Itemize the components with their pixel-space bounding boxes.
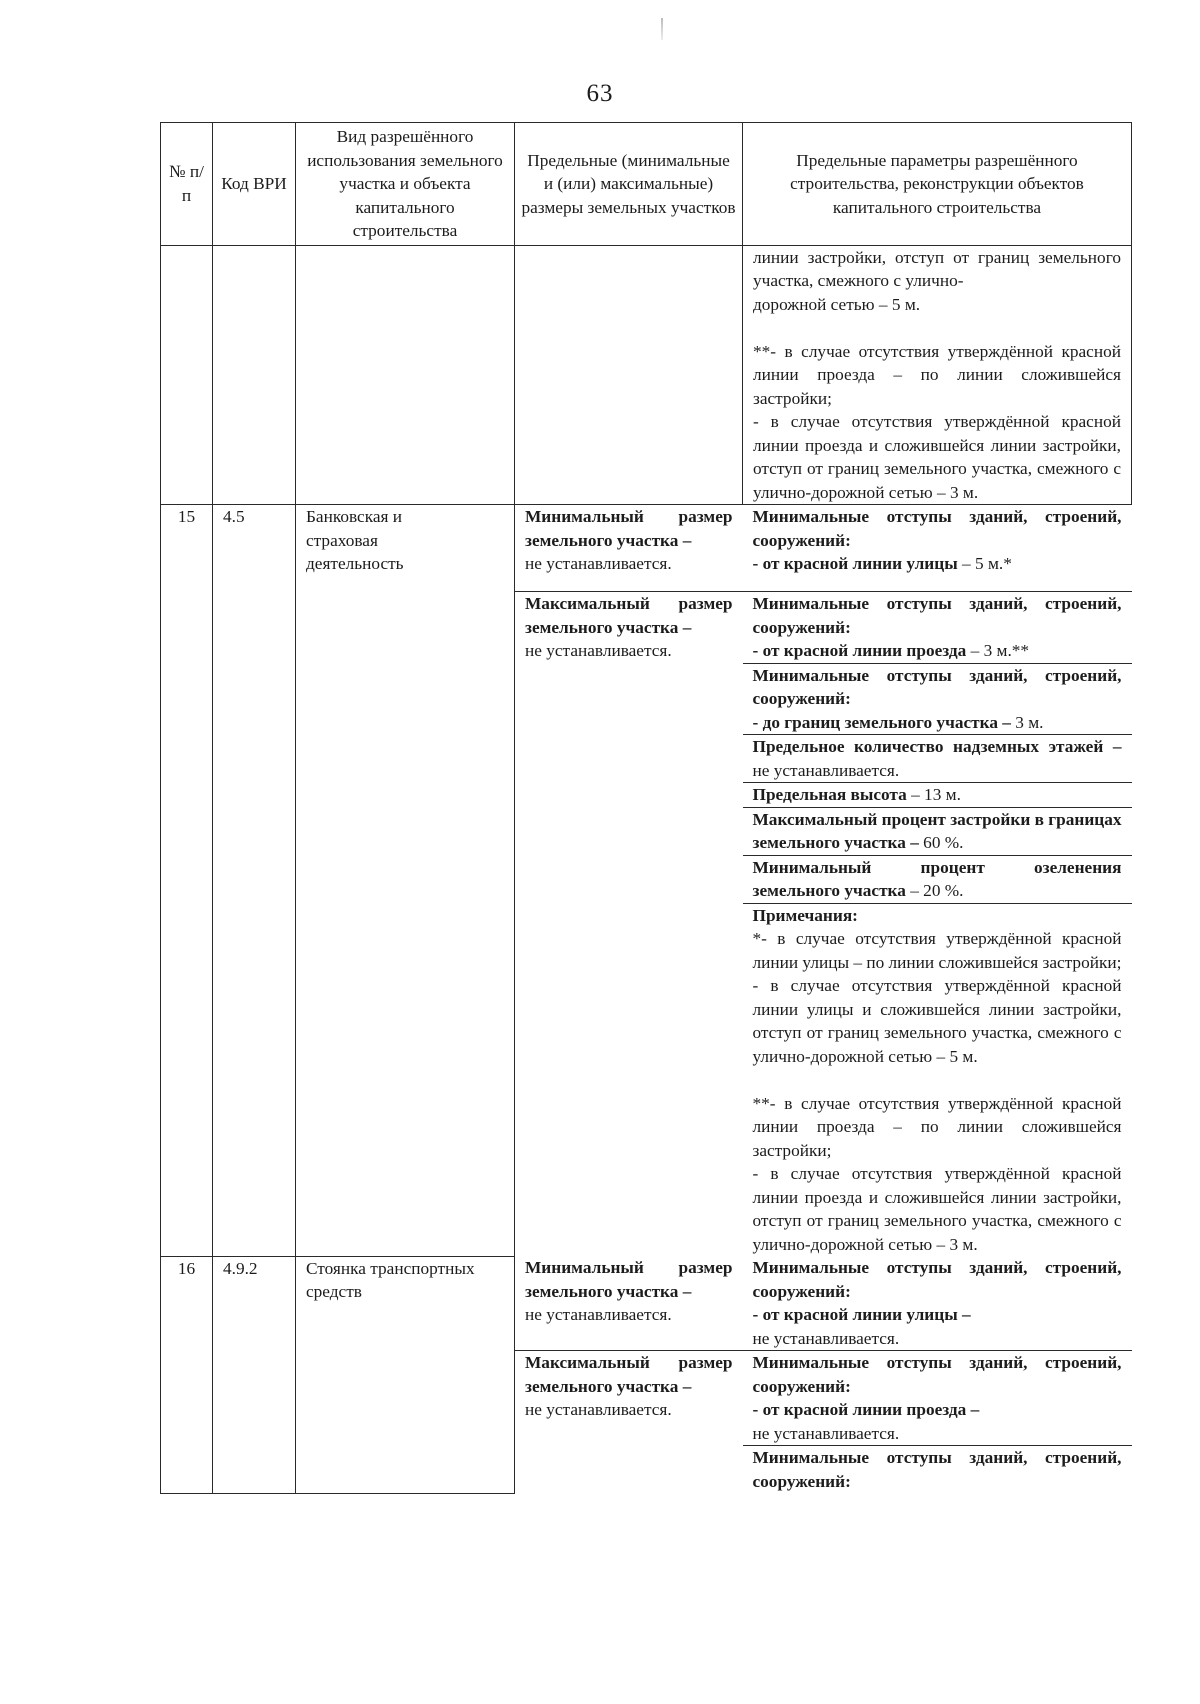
page-number: 63 [586,80,614,107]
cell-limits-empty [515,245,743,505]
table-header-row [161,123,1132,246]
row15-p1-label: Минимальные отступы зданий, строений, сооружений: [752,507,1122,550]
header-limits: Предельные (минимальные и (или) максимальные) размеры земельных участков [515,123,743,246]
row15-p4-value: не устанавливается. [752,760,900,780]
header-kind: Вид разрешённого использования земельного участка и объекта капитального строительства [296,123,515,246]
row15-code: 4.5 [213,505,296,1257]
row15-num: 15 [161,505,213,1257]
row15-p6-value: 60 %. [918,833,964,852]
row15-p7-value: – 20 %. [905,881,964,900]
row15-params [743,505,1132,1257]
row15-p2-item: - от красной линии проезда [752,641,967,660]
row15-limits [515,505,743,1257]
row16-num: 16 [161,1256,213,1493]
table-row-15 [161,505,1132,1257]
row15-p2-value: – 3 м.** [966,641,1030,660]
row15-p1-value: – 5 м.* [957,554,1012,573]
row15-p3-label: Минимальные отступы зданий, строений, сооружений: [752,665,1122,708]
row16-p2-label: Минимальные отступы зданий, строений, сооружений: [752,1353,1122,1396]
header-num: № п/п [161,123,213,246]
row16-kind: Стоянка транспортных средств [296,1256,515,1493]
row16-p3-label: Минимальные отступы зданий, строений, сооружений: [752,1448,1122,1491]
row15-p5-label: Предельная высота [752,785,907,804]
cell-kind-empty [296,245,515,505]
row16-p1-item: - от красной линии улицы – [752,1305,971,1324]
row16-params [743,1256,1132,1493]
row15-notes-title: Примечания: [752,905,858,925]
row16-max-size-label: Максимальный размер земельного участка – [525,1353,733,1396]
cell-code-empty [213,245,296,505]
header-params: Предельные параметры разрешённого строительства, реконструкции объектов капитального строительства [743,123,1132,246]
row15-p3-item: - до границ земельного участка – [752,712,1011,732]
row16-min-size-value: не устанавливается. [525,1305,672,1324]
row16-limits [515,1256,743,1493]
continuation-line: линии застройки, отступ от границ земельного участка, смежного с улично- [753,247,1121,290]
note-2b: - в случае отсутствия утверждённой красной линии проезда и сложившейся линии застройки, отступ от границ земельного участка, смежного с улично-дорожной сетью – 3 м. [753,412,1121,502]
row15-p1-item: - от красной линии улицы [752,554,958,573]
row15-note-1a: *- в случае отсутствия утверждённой красной линии улицы – по линии сложившейся застройки; [752,929,1122,972]
row15-p2-label: Минимальные отступы зданий, строений, сооружений: [752,594,1122,637]
scan-artifact-mark [661,18,663,40]
regulations-table [160,122,1132,1494]
row15-p6-label: Максимальный процент застройки в границах земельного участка – [752,809,1122,852]
row15-p3-value: 3 м. [1010,712,1044,732]
row15-p5-value: – 13 м. [906,785,961,804]
row15-min-size-value: не устанавливается. [525,554,672,573]
row16-code: 4.9.2 [213,1256,296,1493]
continuation-text [753,246,1121,317]
row15-note-2a: **- в случае отсутствия утверждённой красной линии проезда – по линии сложившейся застройки; [752,1093,1122,1160]
row16-p1-value: не устанавливается. [752,1328,900,1348]
header-code: Код ВРИ [213,123,296,246]
row15-max-size-label: Максимальный размер земельного участка – [525,594,733,637]
row15-note-2b: - в случае отсутствия утверждённой красной линии проезда и сложившейся линии застройки, отступ от границ земельного участка, смежного с улично-дорожной сетью – 3 м. [752,1164,1122,1254]
row15-p4-label: Предельное количество надземных этажей – [752,737,1122,756]
row16-p2-value: не устанавливается. [752,1423,900,1443]
table-row-continuation [161,245,1132,505]
row15-max-size-value: не устанавливается. [525,641,672,660]
table-row-16 [161,1256,1132,1493]
row15-min-size-label: Минимальный размер земельного участка – [525,507,733,550]
row16-max-size-value: не устанавливается. [525,1400,672,1419]
continuation-line-end: дорожной сетью – 5 м. [753,294,921,314]
row15-kind: Банковская и страховая деятельность [296,505,515,1257]
row15-p7-label: Минимальный процент озеленения земельного участка [752,857,1122,900]
cell-num-empty [161,245,213,505]
row16-p2-item: - от красной линии проезда – [752,1400,980,1419]
note-2a: **- в случае отсутствия утверждённой красной линии проезда – по линии сложившейся застройки; [753,341,1121,408]
row16-min-size-label: Минимальный размер земельного участка – [525,1258,733,1301]
row15-note-1b: - в случае отсутствия утверждённой красной линии улицы и сложившейся линии застройки, отступ от границ земельного участка, смежного с улично-дорожной сетью – 5 м. [752,976,1122,1066]
row16-p1-label: Минимальные отступы зданий, строений, сооружений: [752,1258,1122,1301]
cell-params-continuation [743,245,1132,505]
